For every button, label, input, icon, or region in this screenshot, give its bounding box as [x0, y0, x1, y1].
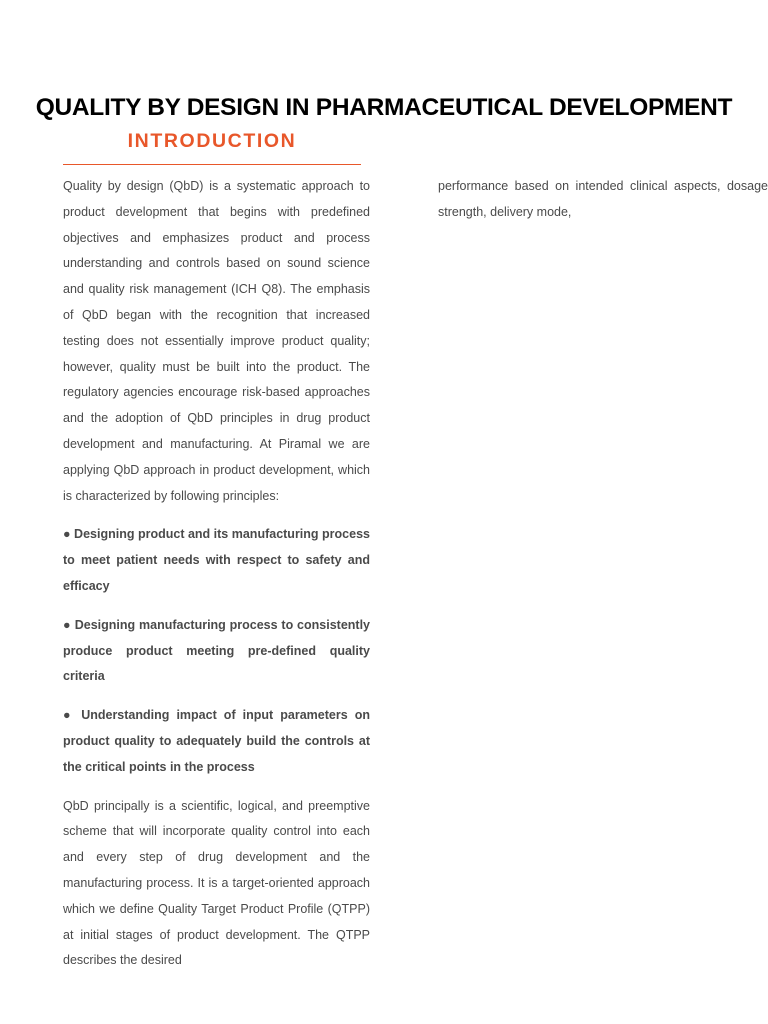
left-text-column	[63, 174, 370, 987]
closing-paragraph: QbD principally is a scientific, logical, and preemptive scheme that will incorporate quality control into each and every step of drug development and the manufacturing process. It is a target-oriented approach which we define Quality Target Product Profile (QTPP) at initial stages of product development. The QTPP describes the desired	[63, 798, 370, 968]
section-heading-introduction: INTRODUCTION	[127, 130, 297, 152]
section-heading-underline	[63, 164, 361, 165]
right-text-column	[438, 174, 768, 226]
continuation-paragraph: performance based on intended clinical aspects, dosage strength, delivery mode,	[438, 179, 768, 219]
principle-bullet-1: ● Designing product and its manufacturing process to meet patient needs with respect to safety and efficacy	[63, 527, 370, 593]
principle-bullet-3: ● Understanding impact of input parameters on product quality to adequately build the controls at the critical points in the process	[63, 708, 370, 774]
page-title: QUALITY BY DESIGN IN PHARMACEUTICAL DEVELOPMENT	[35, 94, 733, 121]
principle-bullet-2: ● Designing manufacturing process to consistently produce product meeting pre-defined quality criteria	[63, 617, 370, 684]
intro-paragraph: Quality by design (QbD) is a systematic approach to product development that begins with predefined objectives and emphasizes product and process understanding and controls based on sound science and quality risk management (ICH Q8). The emphasis of QbD began with the recognition that increased testing does not essentially improve product quality; however, quality must be built into the product. The regulatory agencies encourage risk-based approaches and the adoption of QbD principles in drug product development and manufacturing. At Piramal we are applying QbD approach in product development, which is characterized by following principles:	[63, 179, 370, 503]
